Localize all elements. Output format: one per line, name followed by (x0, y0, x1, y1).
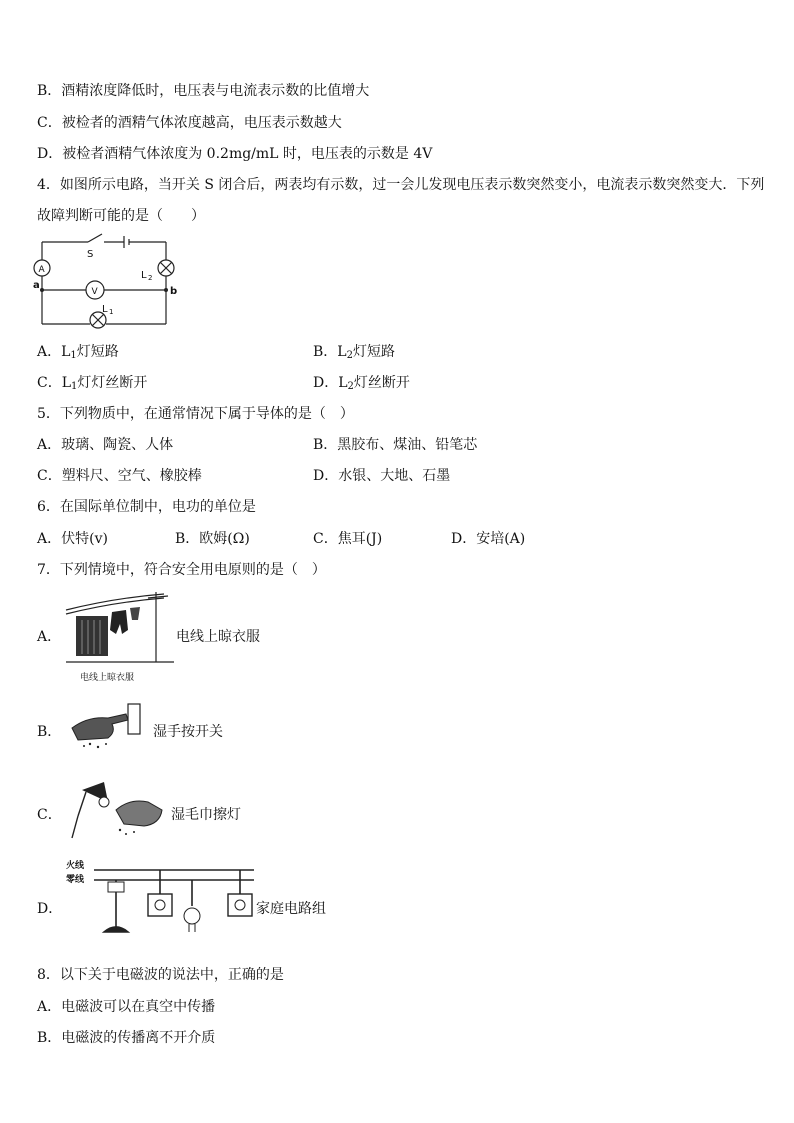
lamp2-sub: 2 (148, 274, 153, 282)
option-d-prev: D．被检者酒精气体浓度为 0.2mg/mL 时，电压表的示数是 4V (37, 146, 433, 162)
lamp1-sub: 1 (109, 308, 114, 316)
q7-option-a-label: A． (37, 629, 62, 645)
node-a-label: a (33, 280, 40, 291)
q8-option-b: B．电磁波的传播离不开介质 (37, 1030, 216, 1046)
voltmeter-label: V (91, 287, 98, 297)
q5-option-b: B．黑胶布、煤油、铅笔芯 (313, 437, 478, 453)
q6-option-a: A．伏特(v) (37, 531, 108, 547)
hanging-shirt (110, 610, 128, 634)
neutral-wire-label: 零线 (66, 875, 85, 885)
q6-option-d: D．安培(A) (451, 531, 526, 547)
q5-option-c: C．塑料尺、空气、橡胶棒 (37, 468, 202, 484)
q8-option-a: A．电磁波可以在真空中传播 (37, 999, 216, 1015)
node-b-dot (164, 288, 168, 292)
ceiling-lamp-icon (104, 927, 128, 932)
node-a-dot (40, 288, 44, 292)
bulb-icon (184, 908, 200, 924)
q4-circuit-diagram (33, 232, 181, 332)
q7-option-c-caption: 湿毛巾擦灯 (171, 807, 241, 823)
q7-option-c-label: C． (37, 807, 62, 823)
q4-option-b: B．$L_2$灯短路 (313, 344, 395, 361)
option-b-prev: B．酒精浓度降低时，电压表与电流表示数的比值增大 (37, 83, 370, 99)
q6-option-c: C．焦耳(J) (313, 531, 383, 547)
clothes-on-wire-picture (64, 590, 176, 686)
lamp1-label: L (102, 304, 108, 315)
q4-option-c: C．$L_1$灯灯丝断开 (37, 375, 148, 392)
q7-option-d-caption: 家庭电路组 (256, 901, 326, 917)
option-c-prev: C．被检者的酒精气体浓度越高，电压表示数越大 (37, 115, 342, 131)
hanging-jacket (76, 616, 108, 656)
node-b-label: b (170, 286, 178, 297)
fire-wire-label: 火线 (66, 861, 85, 871)
picture-a-caption: 电线上晾衣服 (80, 673, 135, 683)
towel-hand (116, 801, 162, 826)
q5-option-a: A．玻璃、陶瓷、人体 (37, 437, 174, 453)
q7-option-d-label: D． (37, 901, 63, 917)
q4-option-a: A．$L_1$灯短路 (37, 344, 119, 361)
switch-label: S (87, 249, 94, 260)
hand-shape (72, 714, 128, 740)
wall-switch (128, 704, 140, 734)
socket-1-icon (148, 894, 172, 916)
q5-option-d: D．水银、大地、石墨 (313, 468, 451, 484)
q7-stem: 7．下列情境中，符合安全用电原则的是（ ） (37, 562, 326, 578)
q5-stem: 5．下列物质中，在通常情况下属于导体的是（ ） (37, 406, 354, 422)
q6-option-b: B．欧姆(Ω) (175, 531, 250, 547)
household-circuit-picture (64, 858, 256, 950)
q8-stem: 8．以下关于电磁波的说法中，正确的是 (37, 967, 284, 983)
wet-towel-lamp-picture (64, 780, 172, 842)
q6-stem: 6．在国际单位制中，电功的单位是 (37, 499, 256, 515)
socket-2-icon (228, 894, 252, 916)
q7-option-b-label: B． (37, 724, 62, 740)
q4-stem-line1: 4．如图所示电路，当开关 S 闭合后，两表均有示数，过一会儿发现电压表示数突然变小，电流表示数突然变大．下列 (37, 177, 765, 193)
q4-option-d: D．$L_2$灯丝断开 (313, 375, 410, 392)
q7-option-a-caption: 电线上晾衣服 (176, 629, 260, 645)
q7-option-b-caption: 湿手按开关 (153, 724, 223, 740)
ammeter-label: A (38, 265, 45, 275)
switch-blade (88, 234, 102, 242)
q4-stem-line2: 故障判断可能的是（ ） (37, 208, 205, 224)
wet-hand-switch-picture (68, 702, 148, 750)
lamp2-label: L (141, 270, 147, 281)
